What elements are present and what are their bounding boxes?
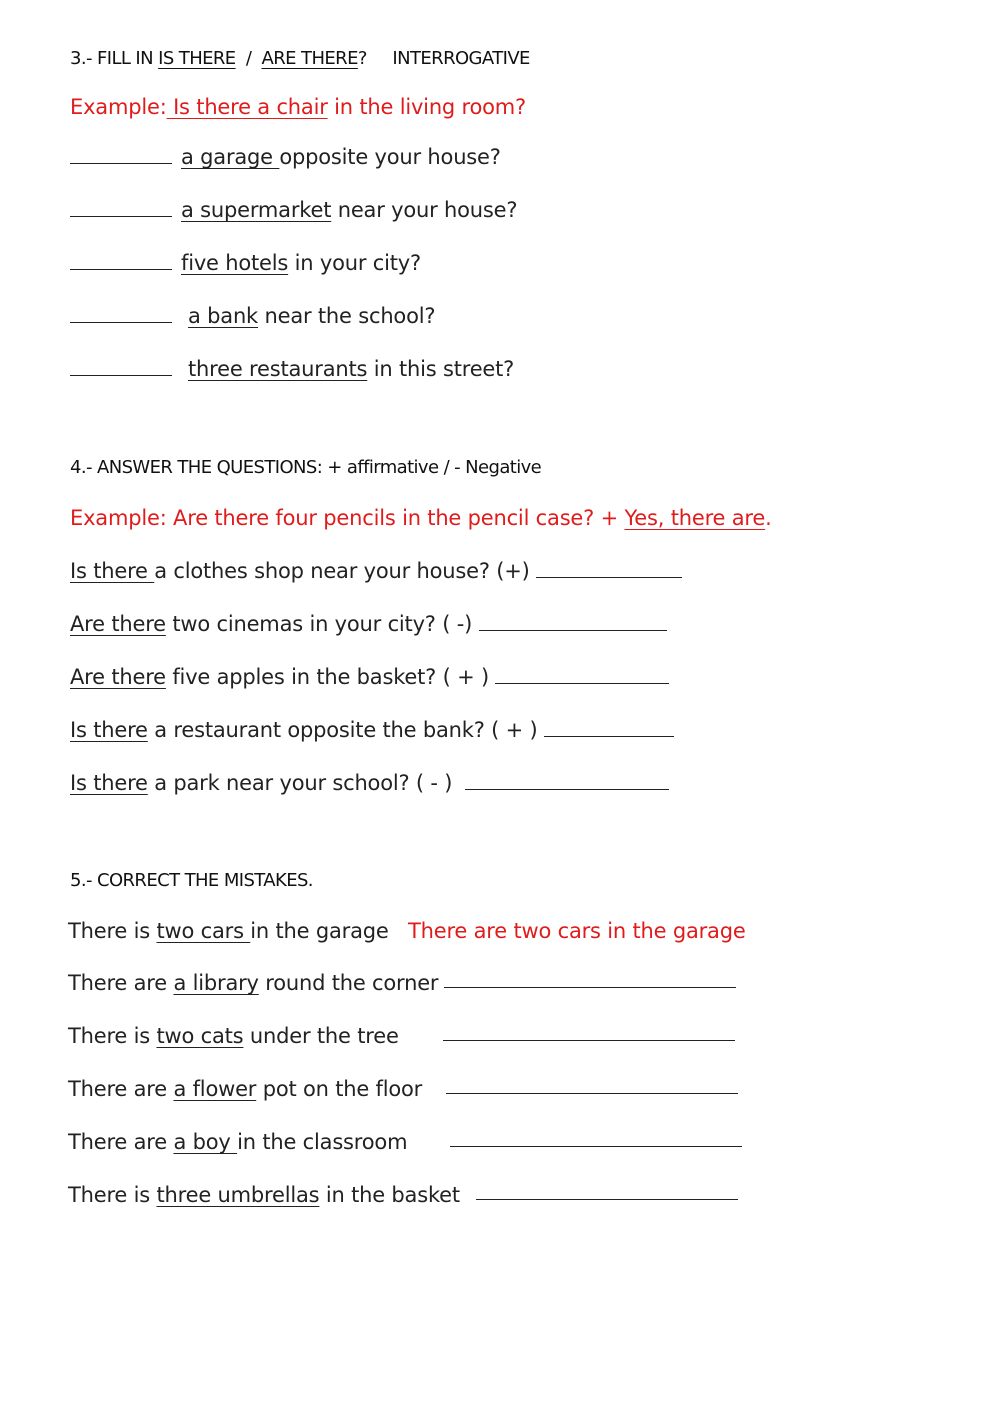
item-underlined: a flower bbox=[173, 1077, 257, 1101]
section5-item bbox=[68, 919, 389, 943]
section5-item bbox=[68, 1077, 422, 1101]
item-underlined: two cars bbox=[156, 919, 251, 943]
answer-blank[interactable] bbox=[446, 1079, 738, 1094]
section4-item bbox=[70, 559, 682, 583]
item-text: in your city? bbox=[288, 251, 421, 275]
section3-example-underlined: Is there a chair bbox=[166, 95, 328, 119]
section4-title: 4.- ANSWER THE QUESTIONS: + affirmative / - Negative bbox=[70, 457, 542, 478]
item-text: There are bbox=[68, 1077, 174, 1101]
section4-example-answer: Yes, there are bbox=[624, 506, 766, 530]
answer-blank[interactable] bbox=[70, 361, 172, 376]
section3-title-is-there: IS THERE bbox=[158, 48, 236, 69]
answer-blank[interactable] bbox=[444, 973, 736, 988]
section3-title-post: ? INTERROGATIVE bbox=[357, 48, 530, 69]
section3-example-rest: in the living room? bbox=[327, 95, 527, 119]
answer-blank[interactable] bbox=[476, 1185, 738, 1200]
section4-item bbox=[70, 665, 669, 689]
item-text: under the tree bbox=[243, 1024, 399, 1048]
item-text: five apples in the basket? ( + ) bbox=[165, 665, 496, 689]
item-underlined: three umbrellas bbox=[156, 1183, 320, 1207]
answer-blank[interactable] bbox=[70, 149, 172, 164]
item-underlined: a supermarket bbox=[181, 198, 332, 222]
item-text: two cinemas in your city? ( -) bbox=[165, 612, 479, 636]
section5-item bbox=[68, 1130, 407, 1154]
item-text: There are bbox=[68, 1130, 174, 1154]
item-text: a park near your school? ( - ) bbox=[147, 771, 466, 795]
section3-item bbox=[70, 357, 514, 381]
item-text: in the basket bbox=[319, 1183, 460, 1207]
section3-item bbox=[70, 251, 421, 275]
item-text: in the classroom bbox=[237, 1130, 408, 1154]
section3-title-are-there: ARE THERE bbox=[261, 48, 358, 69]
section4-example-period: . bbox=[765, 506, 772, 530]
section4-item bbox=[70, 612, 667, 636]
item-underlined: two cats bbox=[156, 1024, 244, 1048]
section4-example bbox=[70, 506, 772, 530]
item-text: There is bbox=[68, 1024, 157, 1048]
section3-example-label: Example: bbox=[70, 95, 167, 119]
item-text: near your house? bbox=[331, 198, 518, 222]
answer-blank[interactable] bbox=[495, 669, 669, 684]
item-underlined: five hotels bbox=[181, 251, 289, 275]
answer-blank[interactable] bbox=[70, 308, 172, 323]
answer-blank[interactable] bbox=[465, 775, 669, 790]
item-underlined: a garage bbox=[181, 145, 280, 169]
section3-title-mid: / bbox=[235, 48, 262, 69]
answer-blank[interactable] bbox=[450, 1132, 742, 1147]
item-underlined: Are there bbox=[70, 612, 166, 636]
answer-blank[interactable] bbox=[479, 616, 667, 631]
item-underlined: Is there bbox=[70, 559, 155, 583]
section5-example-answer: There are two cars in the garage bbox=[408, 919, 746, 943]
item-underlined: Is there bbox=[70, 718, 148, 742]
section5-item bbox=[68, 1183, 460, 1207]
item-underlined: a library bbox=[173, 971, 259, 995]
item-underlined: a bank bbox=[188, 304, 259, 328]
section5-item bbox=[68, 971, 438, 995]
item-text: There is bbox=[68, 1183, 157, 1207]
section5-item bbox=[68, 1024, 399, 1048]
section3-example bbox=[70, 95, 526, 119]
item-text: a clothes shop near your house? (+) bbox=[154, 559, 537, 583]
item-text: opposite your house? bbox=[279, 145, 501, 169]
answer-blank[interactable] bbox=[536, 563, 682, 578]
section3-title-pre: 3.- FILL IN bbox=[70, 48, 159, 69]
section3-title bbox=[70, 48, 530, 69]
item-text: pot on the floor bbox=[256, 1077, 423, 1101]
section5-title: 5.- CORRECT THE MISTAKES. bbox=[70, 870, 313, 891]
item-text: a restaurant opposite the bank? ( + ) bbox=[147, 718, 544, 742]
answer-blank[interactable] bbox=[443, 1026, 735, 1041]
answer-blank[interactable] bbox=[70, 202, 172, 217]
item-text: round the corner bbox=[258, 971, 439, 995]
item-underlined: three restaurants bbox=[188, 357, 368, 381]
section3-item bbox=[70, 198, 517, 222]
section3-item bbox=[70, 145, 501, 169]
item-text: There is bbox=[68, 919, 157, 943]
item-underlined: Is there bbox=[70, 771, 148, 795]
section4-item bbox=[70, 718, 674, 742]
item-text: in this street? bbox=[367, 357, 515, 381]
item-text: There are bbox=[68, 971, 174, 995]
section4-item bbox=[70, 771, 669, 795]
item-underlined: Are there bbox=[70, 665, 166, 689]
item-text: in the garage bbox=[250, 919, 389, 943]
section3-item bbox=[70, 304, 435, 328]
item-underlined: a boy bbox=[173, 1130, 238, 1154]
item-text: near the school? bbox=[258, 304, 436, 328]
section4-example-text: Example: Are there four pencils in the pencil case? + bbox=[70, 506, 625, 530]
answer-blank[interactable] bbox=[70, 255, 172, 270]
answer-blank[interactable] bbox=[544, 722, 674, 737]
